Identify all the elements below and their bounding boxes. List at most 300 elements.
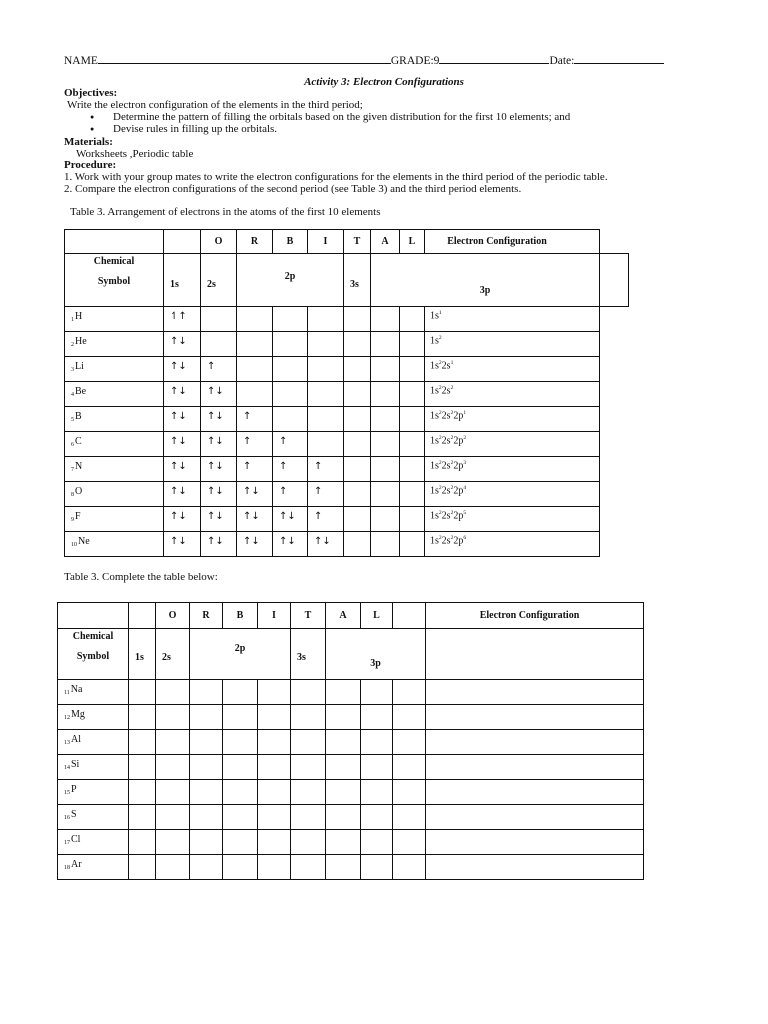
activity-title: Activity 3: Electron Configurations (304, 76, 464, 88)
config-orbital: 2s (441, 535, 451, 547)
orbital-box (371, 307, 400, 332)
header-blank-cell (58, 603, 129, 629)
header-blank-cell (393, 603, 426, 629)
orbital-letter: R (190, 603, 223, 629)
sublevel-2s: 2s (201, 254, 237, 307)
materials-heading: Materials: (64, 136, 113, 148)
config-orbital: 2s (441, 360, 451, 372)
atomic-number: 15 (64, 790, 70, 796)
electron-configuration[interactable] (426, 855, 644, 880)
config-electron-count: 1 (438, 310, 442, 316)
orbital-box[interactable] (258, 680, 291, 705)
electron-configuration (425, 482, 600, 507)
objectives-intro: Write the electron configuration of the elements in the third period; (67, 99, 363, 111)
orbital-box: ↑ (273, 457, 308, 482)
orbital-box: ↑↓ (201, 432, 237, 457)
orbital-box[interactable] (190, 830, 223, 855)
config-electron-count: 2 (438, 335, 442, 341)
element-symbol (58, 730, 129, 755)
orbital-letter: O (156, 603, 190, 629)
orbital-box[interactable] (156, 805, 190, 830)
config-orbital: 1s (430, 310, 439, 322)
orbital-box[interactable] (258, 830, 291, 855)
sublevel-1s: 1s (129, 629, 156, 680)
config-orbital: 2s (441, 385, 451, 397)
element-symbol (65, 507, 164, 532)
electron-config-header: Electron Configuration (425, 230, 600, 254)
element-row (65, 507, 629, 532)
orbital-box[interactable] (156, 755, 190, 780)
orbital-box[interactable] (291, 730, 326, 755)
orbital-box: ↑↓ (201, 407, 237, 432)
electron-configuration (425, 382, 600, 407)
orbital-box[interactable] (393, 705, 426, 730)
orbital-letter: I (308, 230, 344, 254)
config-orbital: 2p (453, 460, 464, 472)
element-row (65, 382, 629, 407)
orbital-box: ↑↓ (237, 507, 273, 532)
config-orbital: 2s (441, 485, 451, 497)
orbital-box[interactable] (258, 780, 291, 805)
sublevel-3p: 3p (326, 629, 426, 680)
date-label: Date: (549, 55, 575, 67)
orbital-box[interactable] (361, 705, 393, 730)
symbol-text: O (75, 486, 83, 497)
orbital-box[interactable] (361, 780, 393, 805)
orbital-box: ↑↓ (201, 382, 237, 407)
element-symbol (65, 457, 164, 482)
config-orbital: 2p (453, 435, 464, 447)
orbital-box: ↑ (237, 407, 273, 432)
atomic-number: 18 (64, 865, 70, 871)
objective-bullet-1: ● Determine the pattern of filling the orbitals based on the given distribution for the first 10 elements; and (113, 111, 570, 123)
orbital-box[interactable] (361, 855, 393, 880)
orbital-letter: B (223, 603, 258, 629)
header-blank-cell (129, 603, 156, 629)
orbital-box[interactable] (190, 855, 223, 880)
electron-configuration (425, 507, 600, 532)
element-row (58, 780, 644, 805)
orbital-box[interactable] (393, 680, 426, 705)
element-symbol (58, 805, 129, 830)
config-electron-count: 2 (450, 460, 454, 466)
orbital-box[interactable] (326, 855, 361, 880)
orbital-box[interactable] (326, 830, 361, 855)
orbital-box[interactable] (223, 705, 258, 730)
orbital-box (237, 382, 273, 407)
orbital-box: ↑↓ (164, 432, 201, 457)
config-orbital: 2p (453, 485, 464, 497)
orbital-box[interactable] (326, 680, 361, 705)
config-orbital: 2p (453, 510, 464, 522)
element-symbol (65, 357, 164, 382)
orbital-box (308, 432, 344, 457)
orbital-box[interactable] (223, 680, 258, 705)
config-electron-count: 2 (438, 435, 442, 441)
orbital-box (273, 332, 308, 357)
orbital-box[interactable] (361, 730, 393, 755)
orbital-box[interactable] (361, 680, 393, 705)
worksheet-header (64, 52, 664, 67)
orbital-box (371, 532, 400, 557)
orbital-box[interactable] (291, 755, 326, 780)
element-symbol (65, 482, 164, 507)
config-electron-count: 1 (450, 360, 454, 366)
orbital-box: ↑↓ (164, 332, 201, 357)
orbital-box: ↑↓ (308, 532, 344, 557)
sublevel-header-row (58, 629, 644, 680)
orbital-box[interactable] (291, 680, 326, 705)
atomic-number: 17 (64, 840, 70, 846)
orbital-box[interactable] (291, 780, 326, 805)
orbital-box[interactable] (291, 805, 326, 830)
orbital-header-row (58, 603, 644, 629)
sublevel-2s: 2s (156, 629, 190, 680)
orbital-box[interactable] (129, 755, 156, 780)
orbital-box[interactable] (258, 755, 291, 780)
orbital-box (400, 432, 425, 457)
orbital-box[interactable] (223, 755, 258, 780)
orbital-box (273, 382, 308, 407)
atomic-number: 8 (71, 492, 74, 498)
config-orbital: 1s (430, 535, 439, 547)
element-symbol (58, 830, 129, 855)
orbital-box[interactable] (291, 705, 326, 730)
sublevel-2p: 2p (237, 254, 344, 307)
orbital-box[interactable] (258, 705, 291, 730)
orbital-box: ↑↓ (164, 507, 201, 532)
symbol-text: B (75, 411, 82, 422)
orbital-box[interactable] (291, 855, 326, 880)
orbital-box (237, 332, 273, 357)
atomic-number: 1 (71, 317, 74, 323)
orbital-box[interactable] (129, 730, 156, 755)
procedure-step-1: 1. Work with your group mates to write the electron configurations for the elements in the third period of the periodic table. (64, 171, 608, 183)
config-electron-count: 2 (438, 410, 442, 416)
orbital-box[interactable] (156, 705, 190, 730)
orbital-box[interactable] (190, 680, 223, 705)
orbital-box[interactable] (393, 755, 426, 780)
orbital-box[interactable] (156, 780, 190, 805)
symbol-text: Cl (71, 834, 81, 845)
orbital-box (371, 407, 400, 432)
electron-configuration (425, 457, 600, 482)
name-field[interactable] (98, 52, 391, 64)
electron-configuration[interactable] (426, 805, 644, 830)
orbital-box (237, 357, 273, 382)
atomic-number: 7 (71, 467, 74, 473)
orbital-box[interactable] (129, 855, 156, 880)
config-orbital: 1s (430, 460, 439, 472)
atomic-number: 2 (71, 342, 74, 348)
config-electron-count: 2 (438, 535, 442, 541)
orbital-box (400, 332, 425, 357)
symbol-text: He (75, 336, 87, 347)
symbol-text: H (75, 311, 83, 322)
table1-caption: Table 3. Arrangement of electrons in the atoms of the first 10 elements (70, 206, 381, 218)
orbital-box (400, 457, 425, 482)
orbital-box (308, 332, 344, 357)
symbol-text: Mg (71, 709, 85, 720)
config-orbital: 2s (441, 435, 451, 447)
orbital-box: ↑↓ (237, 532, 273, 557)
orbital-box[interactable] (393, 780, 426, 805)
orbital-box[interactable] (258, 805, 291, 830)
atomic-number: 4 (71, 392, 74, 398)
config-electron-count: 2 (438, 485, 442, 491)
orbital-box (371, 507, 400, 532)
orbital-box: ↑↓ (164, 457, 201, 482)
electron-configuration[interactable] (426, 755, 644, 780)
orbital-box[interactable] (223, 855, 258, 880)
chemical-symbol-header (58, 629, 129, 680)
element-symbol (58, 680, 129, 705)
date-field[interactable] (574, 52, 664, 64)
chem-header-line-1: Chemical (93, 256, 135, 267)
header-blank-cell (164, 230, 201, 254)
orbital-box[interactable] (129, 805, 156, 830)
electron-configuration[interactable] (426, 730, 644, 755)
electron-configuration[interactable] (426, 830, 644, 855)
orbital-box: ↑ (201, 357, 237, 382)
electron-configuration (425, 307, 600, 332)
orbital-box (344, 332, 371, 357)
orbital-box[interactable] (393, 730, 426, 755)
element-symbol (65, 407, 164, 432)
symbol-text: N (75, 461, 83, 472)
procedure-heading: Procedure: (64, 159, 117, 171)
chem-header-line-1: Chemical (72, 631, 114, 642)
electron-configuration[interactable] (426, 680, 644, 705)
element-symbol (58, 755, 129, 780)
orbital-box (344, 532, 371, 557)
orbital-box[interactable] (326, 730, 361, 755)
orbital-box: ↑ (237, 432, 273, 457)
orbital-box (344, 507, 371, 532)
orbital-box[interactable] (258, 730, 291, 755)
orbital-box (308, 382, 344, 407)
config-orbital: 2p (453, 410, 464, 422)
symbol-text: Ar (71, 859, 82, 870)
orbital-box[interactable] (326, 780, 361, 805)
orbital-box: ↑↓ (237, 482, 273, 507)
orbital-letter: A (371, 230, 400, 254)
chem-header-line-2: Symbol (97, 276, 131, 287)
grade-field[interactable] (439, 52, 549, 64)
sublevel-3s: 3s (291, 629, 326, 680)
element-row (65, 482, 629, 507)
sublevel-3p: 3p (371, 254, 600, 307)
orbital-box[interactable] (190, 780, 223, 805)
orbital-box (344, 307, 371, 332)
orbital-box[interactable] (156, 830, 190, 855)
chem-header-line-2: Symbol (76, 651, 110, 662)
orbital-box: ↑↓ (164, 407, 201, 432)
orbital-box (344, 407, 371, 432)
orbital-box[interactable] (223, 830, 258, 855)
orbital-letter: T (291, 603, 326, 629)
orbital-letter: O (201, 230, 237, 254)
orbital-box[interactable] (129, 680, 156, 705)
orbital-box (371, 332, 400, 357)
config-orbital: 2s (441, 510, 451, 522)
grade-label: GRADE:9 (390, 55, 440, 67)
element-symbol (65, 332, 164, 357)
element-symbol (65, 432, 164, 457)
orbital-box[interactable] (326, 805, 361, 830)
electron-configuration[interactable] (426, 780, 644, 805)
orbital-box: ↑↓ (164, 532, 201, 557)
header-blank-cell (65, 230, 164, 254)
config-orbital: 1s (430, 385, 439, 397)
orbital-box: ↑↓ (273, 532, 308, 557)
orbital-box: ↑↓ (201, 532, 237, 557)
sublevel-header-row (65, 254, 629, 307)
orbital-box (400, 532, 425, 557)
atomic-number: 12 (64, 715, 70, 721)
orbital-box: ↑ (308, 482, 344, 507)
config-electron-count: 4 (463, 485, 467, 491)
orbital-box: ↑↓ (164, 357, 201, 382)
orbital-box[interactable] (361, 830, 393, 855)
element-row (65, 357, 629, 382)
config-blank-cell (426, 629, 644, 680)
orbital-box (308, 357, 344, 382)
config-orbital: 1s (430, 510, 439, 522)
symbol-text: Be (75, 386, 87, 397)
electron-configuration[interactable] (426, 705, 644, 730)
orbital-box (237, 307, 273, 332)
orbital-box[interactable] (361, 805, 393, 830)
orbital-box (400, 407, 425, 432)
config-electron-count: 2 (438, 460, 442, 466)
orbital-box (400, 507, 425, 532)
orbital-box[interactable] (291, 830, 326, 855)
orbital-box[interactable] (393, 830, 426, 855)
config-electron-count: 1 (463, 410, 467, 416)
orbital-box[interactable] (129, 780, 156, 805)
element-row (58, 680, 644, 705)
atomic-number: 3 (71, 367, 74, 373)
atomic-number: 10 (71, 542, 77, 548)
sublevel-2p: 2p (190, 629, 291, 680)
orbital-box[interactable] (190, 705, 223, 730)
orbital-box: ↑ (308, 457, 344, 482)
materials-text: Worksheets ,Periodic table (76, 148, 194, 160)
config-orbital: 1s (430, 335, 439, 347)
orbital-box[interactable] (223, 780, 258, 805)
config-orbital: 1s (430, 360, 439, 372)
element-row (58, 730, 644, 755)
orbital-box[interactable] (129, 830, 156, 855)
electron-configuration (425, 357, 600, 382)
table2-caption: Table 3. Complete the table below: (64, 571, 218, 583)
orbital-box: ↿↑ (164, 307, 201, 332)
element-row (58, 755, 644, 780)
orbital-box (344, 357, 371, 382)
config-electron-count: 2 (450, 410, 454, 416)
orbital-letter: B (273, 230, 308, 254)
orbital-box: ↑↓ (273, 507, 308, 532)
orbital-box (371, 432, 400, 457)
atomic-number: 11 (64, 690, 70, 696)
orbital-box[interactable] (129, 705, 156, 730)
config-orbital: 1s (430, 435, 439, 447)
symbol-text: Si (71, 759, 80, 770)
orbital-letter: T (344, 230, 371, 254)
element-row (65, 432, 629, 457)
orbital-box[interactable] (361, 755, 393, 780)
orbital-box: ↑↓ (201, 457, 237, 482)
orbital-box (273, 307, 308, 332)
orbital-box (273, 357, 308, 382)
electron-configuration (425, 532, 600, 557)
element-row (58, 830, 644, 855)
orbital-box[interactable] (156, 680, 190, 705)
config-orbital: 2p (453, 535, 464, 547)
config-orbital: 2s (441, 460, 451, 472)
symbol-text: P (71, 784, 77, 795)
symbol-text: Ne (78, 536, 90, 547)
orbital-box[interactable] (258, 855, 291, 880)
symbol-text: Na (70, 684, 83, 695)
config-electron-count: 6 (463, 535, 467, 541)
atomic-number: 5 (71, 417, 74, 423)
orbital-box[interactable] (223, 805, 258, 830)
orbital-letter: L (400, 230, 425, 254)
atomic-number: 14 (64, 765, 70, 771)
element-row (65, 457, 629, 482)
orbital-box[interactable] (326, 755, 361, 780)
orbital-box[interactable] (393, 805, 426, 830)
orbital-box[interactable] (393, 855, 426, 880)
orbital-letter: R (237, 230, 273, 254)
orbital-box: ↑↓ (201, 482, 237, 507)
orbital-box (308, 407, 344, 432)
orbital-letter: A (326, 603, 361, 629)
chemical-symbol-header (65, 254, 164, 307)
config-electron-count: 5 (463, 510, 467, 516)
symbol-text: Al (71, 734, 81, 745)
orbital-box[interactable] (190, 755, 223, 780)
electron-config-header: Electron Configuration (426, 603, 644, 629)
orbital-header-row (65, 230, 629, 254)
orbital-box[interactable] (223, 730, 258, 755)
element-row (58, 805, 644, 830)
orbital-box (344, 432, 371, 457)
orbital-box[interactable] (326, 705, 361, 730)
orbital-box[interactable] (156, 730, 190, 755)
electron-configuration (425, 432, 600, 457)
objective-bullet-2: ● Devise rules in filling up the orbitals. (113, 123, 277, 135)
element-row (58, 855, 644, 880)
orbital-box (400, 357, 425, 382)
orbital-box (344, 457, 371, 482)
config-electron-count: 2 (438, 385, 442, 391)
config-electron-count: 2 (438, 510, 442, 516)
element-row (65, 307, 629, 332)
symbol-text: S (71, 809, 77, 820)
element-symbol (58, 780, 129, 805)
orbital-box: ↑↓ (164, 482, 201, 507)
orbital-box[interactable] (156, 855, 190, 880)
orbital-box (371, 382, 400, 407)
orbital-box: ↑ (273, 432, 308, 457)
orbital-box[interactable] (190, 730, 223, 755)
orbital-letter: I (258, 603, 291, 629)
orbital-box[interactable] (190, 805, 223, 830)
orbital-box (201, 332, 237, 357)
